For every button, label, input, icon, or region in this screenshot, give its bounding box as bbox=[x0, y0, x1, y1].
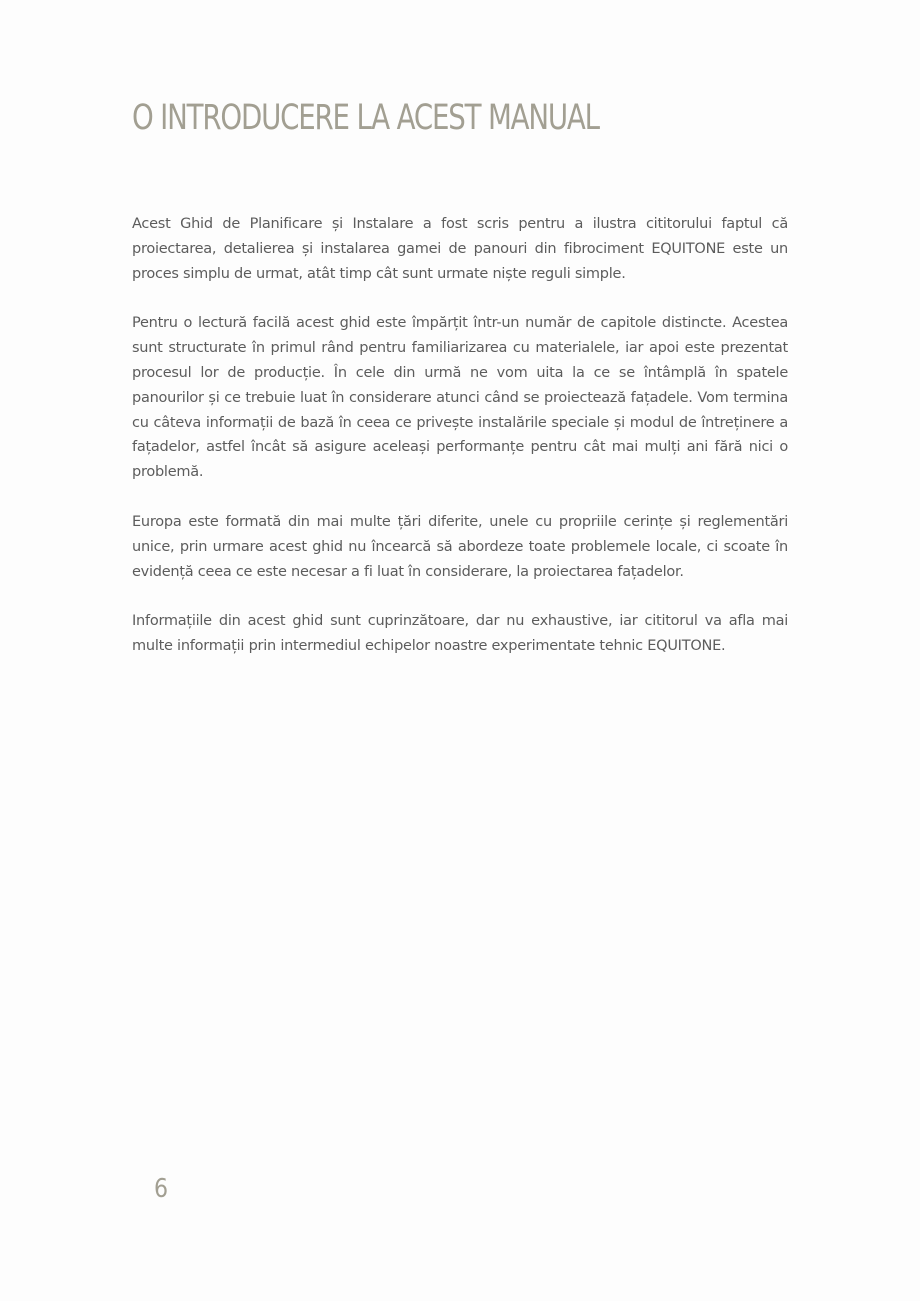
page-number: 6 bbox=[154, 1174, 169, 1204]
paragraph-information: Informațiile din acest ghid sunt cuprinzătoare, dar nu exhaustive, iar cititorul va afla mai multe informații prin intermediul echipelor noastre experimentate tehnic EQUITONE. bbox=[132, 613, 788, 655]
body-text bbox=[132, 212, 788, 684]
page-title: O INTRODUCERE LA ACEST MANUAL bbox=[132, 98, 599, 138]
paragraph-intro: Acest Ghid de Planificare și Instalare a fost scris pentru a ilustra cititorului faptul că proiectarea, detalierea și instalarea gamei de panouri din fibrociment EQUITONE este un proces simplu de urmat, atât timp cât sunt urmate niște reguli simple. bbox=[132, 216, 788, 282]
paragraph-structure: Pentru o lectură facilă acest ghid este împărțit într-un număr de capitole distincte. Acestea sunt structurate în primul rând pentru familiarizarea cu materialele, iar apoi este prezentat procesul lor de producție. În cele din urmă ne vom uita la ce se întâmplă în spatele panourilor și ce trebuie luat în considerare atunci când se proiectează fațadele. Vom termina cu câteva informații de bază în ceea ce privește instalările speciale și modul de întreținere a fațadelor, astfel încât să asigure aceleași performanțe pentru cât mai mulți ani fără nici o problemă. bbox=[132, 315, 788, 481]
paragraph-europe: Europa este formată din mai multe țări diferite, unele cu propriile cerințe și reglementări unice, prin urmare acest ghid nu încearcă să abordeze toate problemele locale, ci scoate în evidență ceea ce este necesar a fi luat în considerare, la proiectarea fațadelor. bbox=[132, 513, 788, 580]
